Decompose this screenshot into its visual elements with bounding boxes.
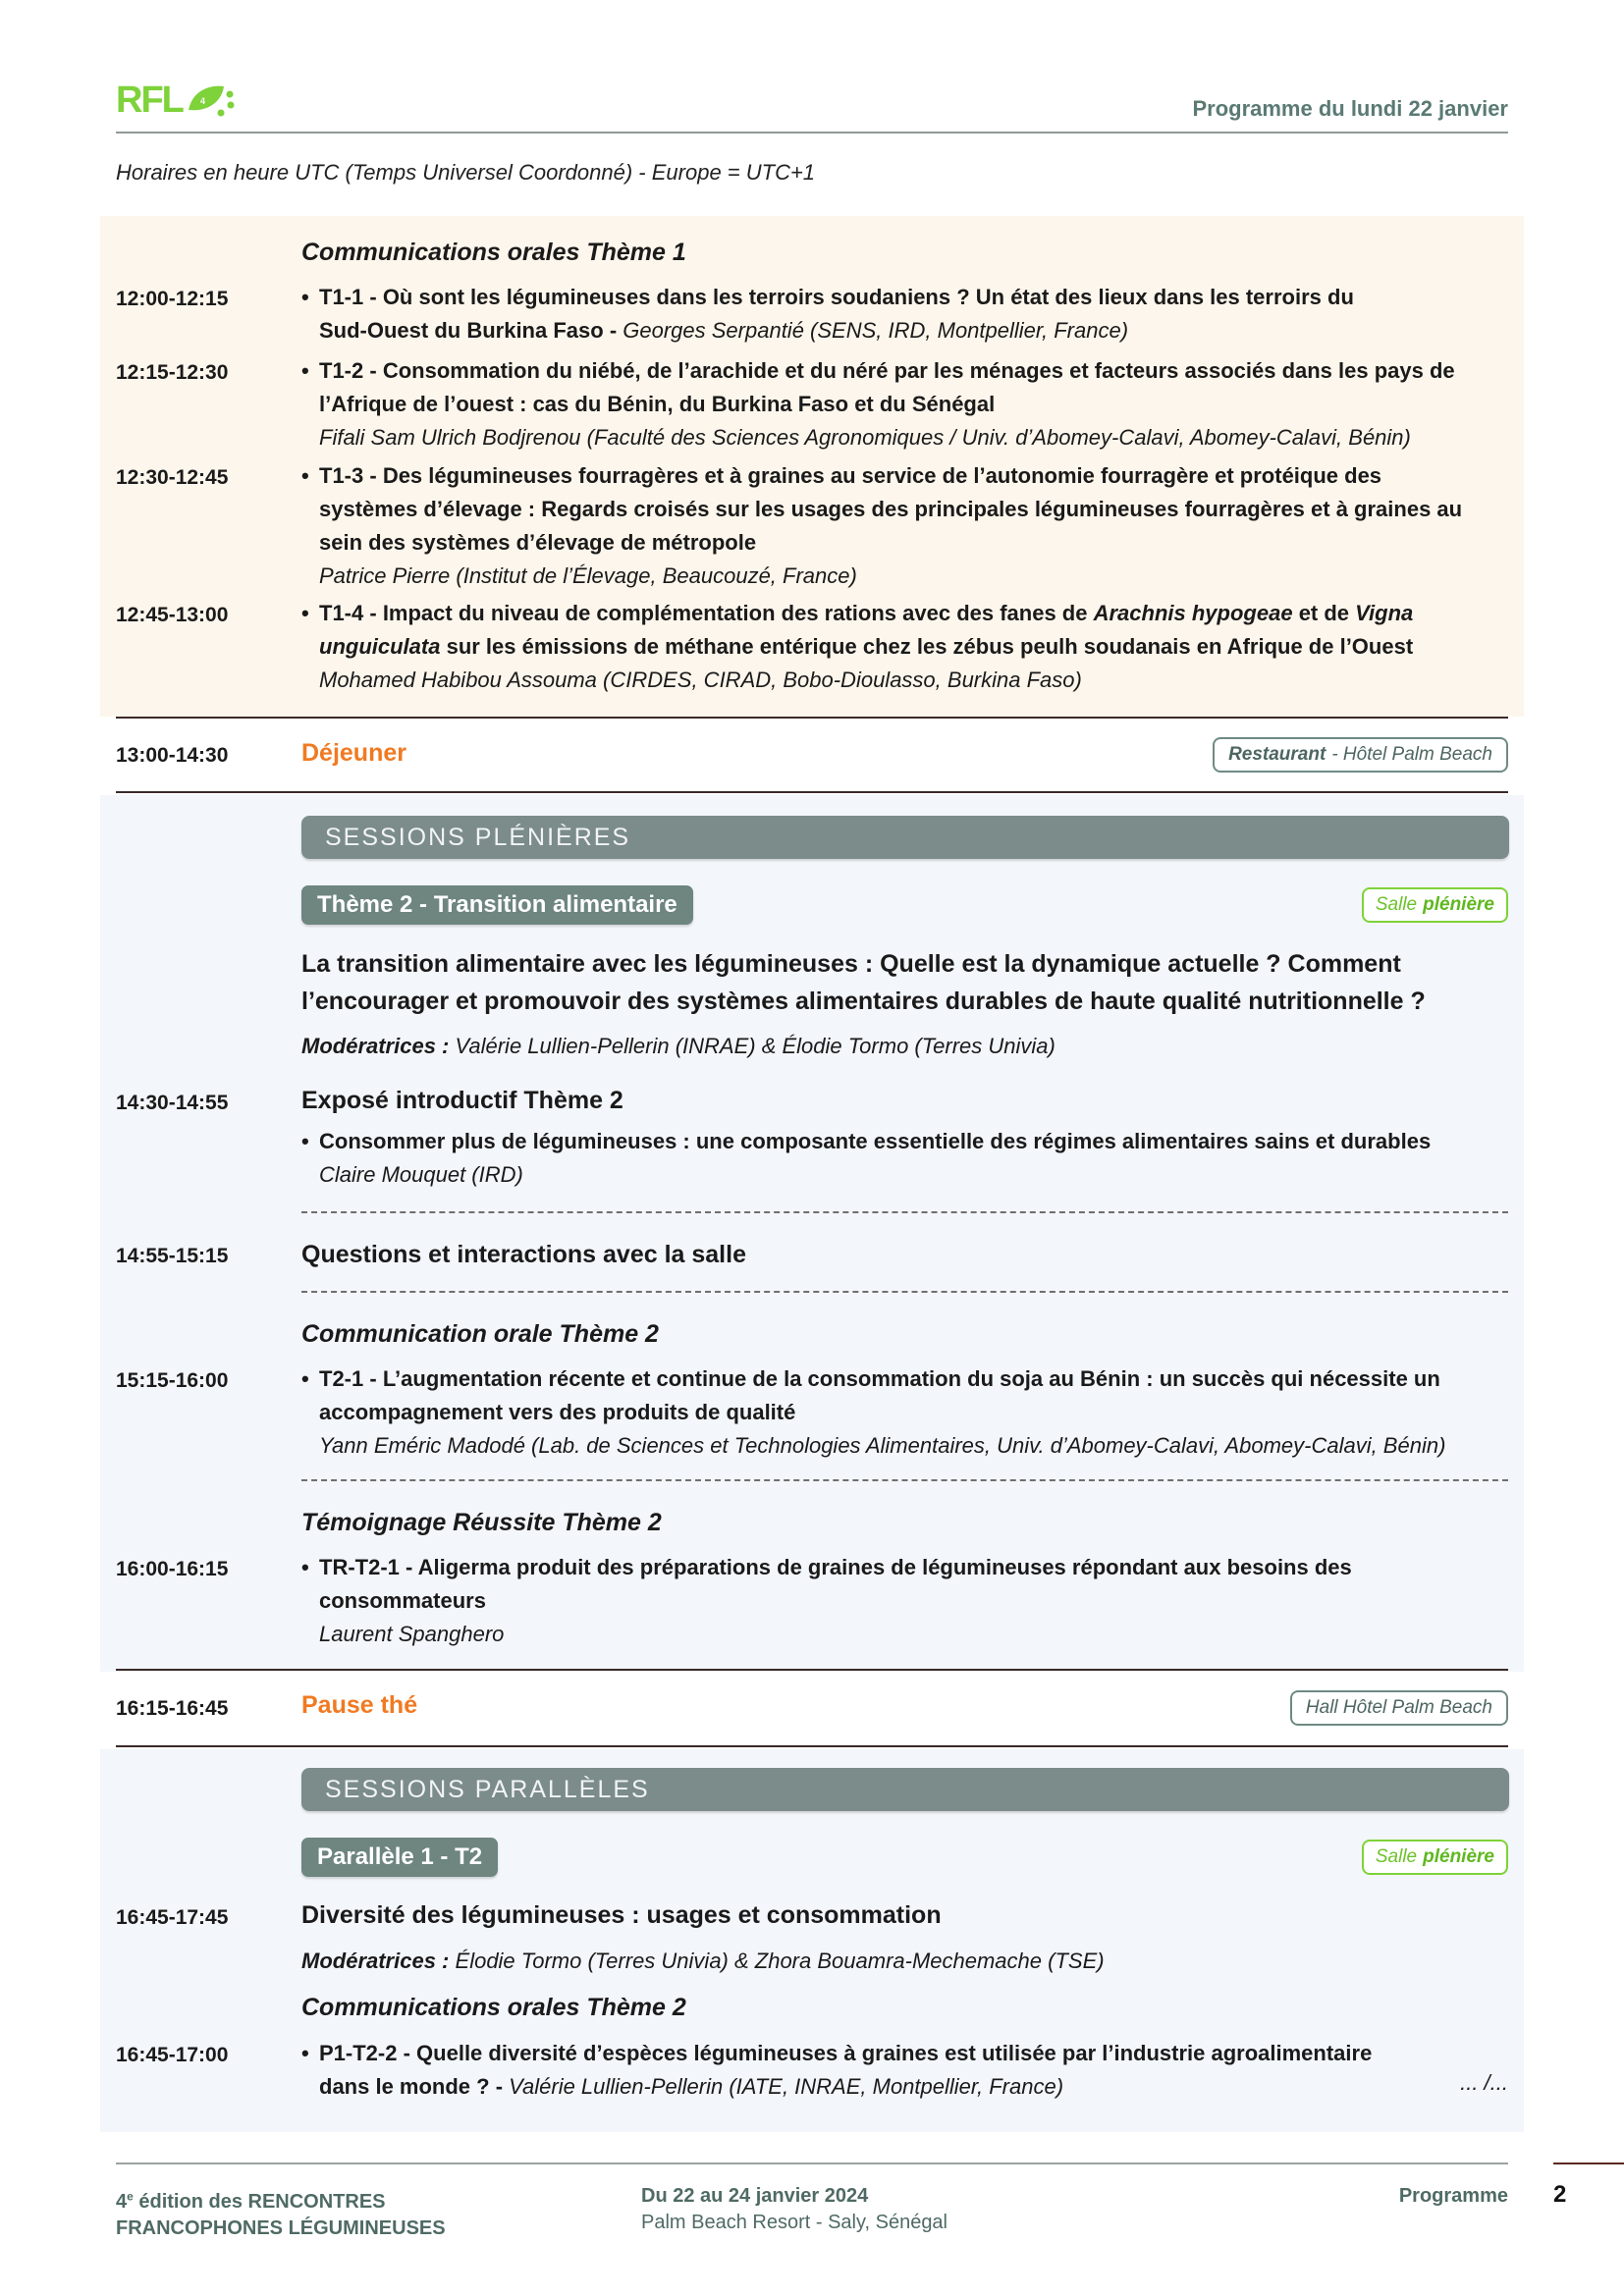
location-badge: Hall Hôtel Palm Beach bbox=[1290, 1690, 1508, 1726]
talk-time: 12:00-12:15 bbox=[116, 288, 229, 310]
tea-time: 16:15-16:45 bbox=[116, 1697, 229, 1720]
footer-dates: Du 22 au 24 janvier 2024 Palm Beach Resort - Saly, Sénégal bbox=[641, 2185, 948, 2233]
timezone-note: Horaires en heure UTC (Temps Universel Coordonné) - Europe = UTC+1 bbox=[116, 160, 816, 185]
session-bar-parallel: SESSIONS PARALLÈLES bbox=[301, 1768, 1509, 1811]
theme-pill: Thème 2 - Transition alimentaire bbox=[301, 885, 693, 925]
talk-time: 16:00-16:15 bbox=[116, 1558, 229, 1580]
continued-marker: ... /... bbox=[1460, 2070, 1508, 2095]
footer-divider bbox=[116, 2163, 1508, 2164]
parallel-pill: Parallèle 1 - T2 bbox=[301, 1838, 498, 1877]
talk-t2-1: • T2-1 - L’augmentation récente et continue de la consommation du soja au Bénin : un succès qui nécessite un accompagnement vers des produits de qualité Yann Eméric Madodé (Lab. de Sciences et Technologies Alimentaires, Univ. d’Abomey-Calavi, Abomey-Calavi, Bénin) bbox=[301, 1366, 1446, 1458]
talk-time: 12:15-12:30 bbox=[116, 361, 229, 384]
questions-time: 14:55-15:15 bbox=[116, 1245, 229, 1267]
section-label: Communications orales Thème 2 bbox=[301, 1994, 686, 2021]
section-label: Communication orale Thème 2 bbox=[301, 1320, 659, 1348]
talk-tr-t2-1: • TR-T2-1 - Aligerma produit des préparations de graines de légumineuses répondant aux besoins des consommateurs Laurent Spanghero bbox=[301, 1555, 1352, 1646]
talk-t1-1: • T1-1 - Où sont les légumineuses dans les terroirs soudaniens ? Un état des lieux dans les terroirs du Sud-Ouest du Burkina Faso - Georges Serpantié (SENS, IRD, Montpellier, France) bbox=[301, 285, 1354, 343]
tea-label: Pause thé bbox=[301, 1691, 418, 1719]
divider bbox=[116, 717, 1508, 719]
intro-talk: • Consommer plus de légumineuses : une composante essentielle des régimes alimentaires sains et durables Claire Mouquet (IRD) bbox=[301, 1129, 1432, 1187]
talk-time: 16:45-17:00 bbox=[116, 2044, 229, 2066]
plenary-block bbox=[100, 795, 1524, 1672]
moderators: Modératrices : Valérie Lullien-Pellerin (INRAE) & Élodie Tormo (Terres Univia) bbox=[301, 1034, 1056, 1058]
dashed-divider bbox=[301, 1479, 1508, 1481]
lunch-time: 13:00-14:30 bbox=[116, 744, 229, 767]
rfl-logo bbox=[116, 79, 238, 122]
plenary-title: La transition alimentaire avec les légumineuses : Quelle est la dynamique actuelle ? Comment l’encourager et promouvoir des systèmes alimentaires durables de haute qualité nutritionnelle ? bbox=[301, 950, 1426, 1015]
intro-heading: Exposé introductif Thème 2 bbox=[301, 1087, 623, 1114]
divider bbox=[116, 791, 1508, 793]
intro-time: 14:30-14:55 bbox=[116, 1092, 229, 1114]
page-marker-rule bbox=[1553, 2163, 1624, 2164]
talk-t1-4: • T1-4 - Impact du niveau de complémentation des rations avec des fanes de Arachnis hypogeae et de Vigna unguiculata sur les émissions de méthane entérique chez les zébus peulh soudanais en Afrique de l’Ouest Mohamed Habibou Assouma (CIRDES, CIRAD, Bobo-Dioulasso, Burkina Faso) bbox=[301, 601, 1414, 692]
parallel-title: Diversité des légumineuses : usages et consommation bbox=[301, 1901, 942, 1929]
leaf-logo-icon bbox=[185, 80, 238, 120]
dashed-divider bbox=[301, 1291, 1508, 1293]
dashed-divider bbox=[301, 1211, 1508, 1213]
questions-heading: Questions et interactions avec la salle bbox=[301, 1241, 746, 1268]
session-bar-plenary: SESSIONS PLÉNIÈRES bbox=[301, 816, 1509, 859]
divider bbox=[116, 1669, 1508, 1671]
svg-text:4: 4 bbox=[199, 96, 205, 106]
page-title: Programme du lundi 22 janvier bbox=[1192, 96, 1508, 121]
session-time: 16:45-17:45 bbox=[116, 1906, 229, 1929]
page-number: 2 bbox=[1553, 2181, 1567, 2208]
talk-time: 12:45-13:00 bbox=[116, 604, 229, 626]
section-label: Communications orales Thème 1 bbox=[301, 239, 686, 266]
room-badge: Salle plénière bbox=[1362, 887, 1508, 923]
room-badge: Salle plénière bbox=[1362, 1840, 1508, 1875]
footer-edition: 4e édition des RENCONTRES FRANCOPHONES LÉGUMINEUSES bbox=[116, 2189, 446, 2239]
talk-time: 15:15-16:00 bbox=[116, 1369, 229, 1392]
talk-t1-3: • T1-3 - Des légumineuses fourragères et à graines au service de l’autonomie fourragère et protéique des systèmes d’élevage : Regards croisés sur les usages des principales légumineuses fourragères et à graines au sein des systèmes d’élevage de métropole Patrice Pierre (Institut de l’Élevage, Beaucouzé, France) bbox=[301, 463, 1463, 588]
talk-t1-2: • T1-2 - Consommation du niébé, de l’arachide et du néré par les ménages et facteurs associés dans les pays de l’Afrique de l’ouest : cas du Bénin, du Burkina Faso et du Sénégal Fifali Sam Ulrich Bodjrenou (Faculté des Sciences Agronomiques / Univ. d’Abomey-Calavi, Abomey-Calavi, Bénin) bbox=[301, 358, 1455, 450]
talk-time: 12:30-12:45 bbox=[116, 466, 229, 489]
talk-p1-t2-2: • P1-T2-2 - Quelle diversité d’espèces légumineuses à graines est utilisée par l’industrie agroalimentaire dans le monde ? - Valérie Lullien-Pellerin (IATE, INRAE, Montpellier, France) bbox=[301, 2041, 1373, 2099]
divider bbox=[116, 1745, 1508, 1747]
location-badge: Restaurant - Hôtel Palm Beach bbox=[1213, 737, 1508, 773]
header-divider bbox=[116, 132, 1508, 133]
footer-section: Programme bbox=[1398, 2185, 1508, 2207]
moderators: Modératrices : Élodie Tormo (Terres Univia) & Zhora Bouamra-Mechemache (TSE) bbox=[301, 1949, 1105, 1973]
lunch-label: Déjeuner bbox=[301, 739, 406, 767]
section-label: Témoignage Réussite Thème 2 bbox=[301, 1509, 662, 1536]
logo-text: RFL bbox=[116, 80, 183, 121]
